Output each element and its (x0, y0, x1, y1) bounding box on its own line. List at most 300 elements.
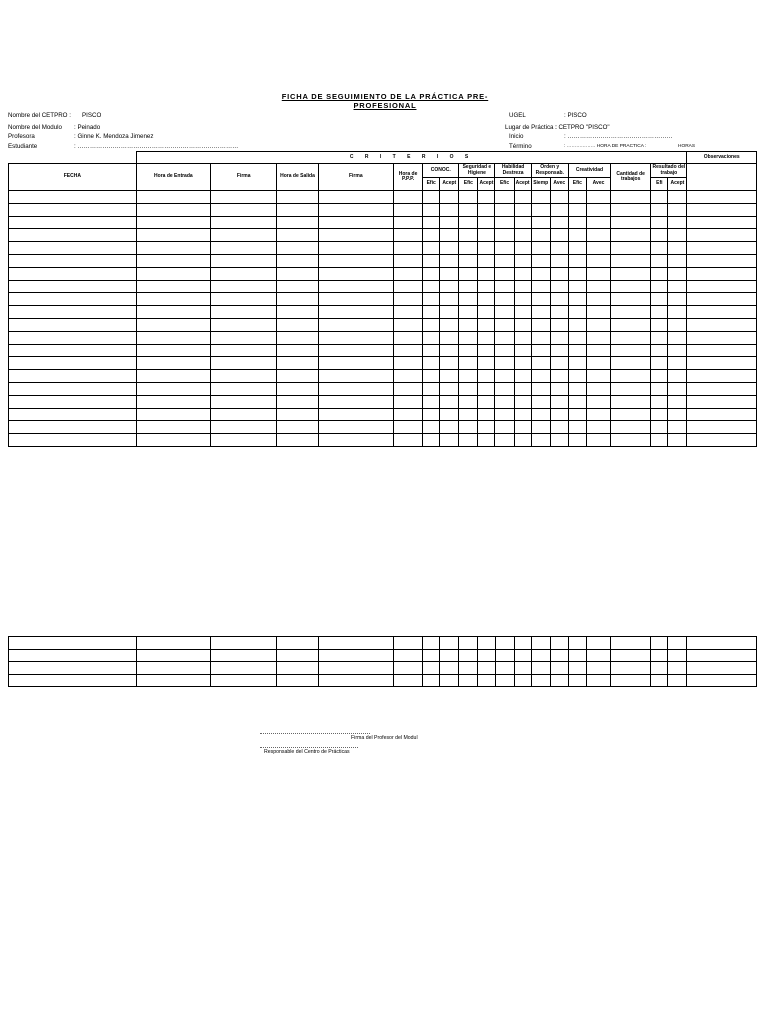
table-cell[interactable] (440, 229, 459, 242)
table-cell[interactable] (459, 229, 478, 242)
table-cell[interactable] (495, 395, 514, 408)
table-cell[interactable] (550, 229, 568, 242)
table-cell[interactable] (423, 395, 440, 408)
table-cell[interactable] (9, 318, 137, 331)
table-cell[interactable] (611, 382, 651, 395)
table-cell[interactable] (9, 242, 137, 255)
table-cell[interactable] (651, 280, 668, 293)
table-cell[interactable] (651, 242, 668, 255)
table-cell[interactable] (568, 649, 586, 662)
table-cell[interactable] (550, 306, 568, 319)
table-cell[interactable] (495, 357, 514, 370)
table-cell[interactable] (651, 649, 668, 662)
table-cell[interactable] (531, 344, 550, 357)
table-cell[interactable] (495, 331, 514, 344)
table-cell[interactable] (459, 370, 478, 383)
table-cell[interactable] (531, 242, 550, 255)
table-cell[interactable] (459, 306, 478, 319)
table-cell[interactable] (495, 191, 514, 204)
table-cell[interactable] (423, 318, 440, 331)
table-cell[interactable] (459, 382, 478, 395)
table-cell[interactable] (9, 662, 137, 675)
table-cell[interactable] (277, 662, 318, 675)
table-cell[interactable] (211, 203, 277, 216)
table-cell[interactable] (423, 434, 440, 447)
table-cell[interactable] (459, 293, 478, 306)
table-cell[interactable] (550, 382, 568, 395)
table-cell[interactable] (136, 242, 210, 255)
table-cell[interactable] (514, 434, 531, 447)
table-cell[interactable] (394, 254, 423, 267)
table-cell[interactable] (478, 434, 495, 447)
table-cell[interactable] (277, 344, 318, 357)
table-cell[interactable] (440, 203, 459, 216)
table-cell[interactable] (478, 318, 495, 331)
table-cell[interactable] (651, 395, 668, 408)
table-cell[interactable] (211, 370, 277, 383)
table-cell[interactable] (531, 280, 550, 293)
table-cell[interactable] (495, 216, 514, 229)
table-cell[interactable] (611, 191, 651, 204)
table-cell[interactable] (586, 408, 610, 421)
table-cell[interactable] (277, 408, 318, 421)
table-cell[interactable] (423, 229, 440, 242)
table-cell[interactable] (668, 408, 687, 421)
table-cell[interactable] (9, 203, 137, 216)
table-cell[interactable] (459, 203, 478, 216)
table-cell[interactable] (611, 254, 651, 267)
table-cell[interactable] (568, 191, 586, 204)
table-cell[interactable] (459, 662, 478, 675)
table-cell[interactable] (440, 344, 459, 357)
table-cell[interactable] (478, 229, 495, 242)
table-cell[interactable] (459, 191, 478, 204)
table-cell[interactable] (318, 267, 393, 280)
table-cell[interactable] (495, 280, 514, 293)
table-cell[interactable] (651, 318, 668, 331)
table-cell[interactable] (136, 306, 210, 319)
table-cell[interactable] (478, 357, 495, 370)
table-cell[interactable] (459, 637, 478, 650)
table-cell[interactable] (531, 637, 550, 650)
table-cell[interactable] (318, 331, 393, 344)
table-cell[interactable] (440, 267, 459, 280)
table-cell[interactable] (568, 434, 586, 447)
table-cell[interactable] (440, 216, 459, 229)
table-cell[interactable] (495, 637, 514, 650)
table-cell[interactable] (668, 318, 687, 331)
table-cell[interactable] (440, 254, 459, 267)
table-cell[interactable] (611, 267, 651, 280)
table-cell[interactable] (478, 280, 495, 293)
table-cell[interactable] (9, 280, 137, 293)
table-cell[interactable] (136, 191, 210, 204)
table-cell[interactable] (586, 293, 610, 306)
table-cell[interactable] (611, 318, 651, 331)
table-cell[interactable] (611, 306, 651, 319)
table-cell[interactable] (136, 293, 210, 306)
table-cell[interactable] (568, 203, 586, 216)
table-cell[interactable] (211, 662, 277, 675)
table-cell[interactable] (478, 216, 495, 229)
table-cell[interactable] (514, 318, 531, 331)
table-cell[interactable] (277, 280, 318, 293)
table-cell[interactable] (423, 267, 440, 280)
table-cell[interactable] (423, 370, 440, 383)
table-cell[interactable] (211, 306, 277, 319)
table-cell[interactable] (277, 674, 318, 687)
table-cell[interactable] (568, 318, 586, 331)
table-cell[interactable] (136, 421, 210, 434)
table-cell[interactable] (277, 267, 318, 280)
table-cell[interactable] (423, 421, 440, 434)
table-cell[interactable] (423, 637, 440, 650)
table-cell[interactable] (668, 649, 687, 662)
table-cell[interactable] (611, 395, 651, 408)
table-cell[interactable] (568, 662, 586, 675)
table-cell[interactable] (531, 649, 550, 662)
table-cell[interactable] (459, 318, 478, 331)
table-cell[interactable] (514, 331, 531, 344)
table-cell[interactable] (611, 216, 651, 229)
table-cell[interactable] (478, 331, 495, 344)
table-cell[interactable] (394, 370, 423, 383)
table-cell[interactable] (394, 280, 423, 293)
table-cell[interactable] (440, 421, 459, 434)
table-cell[interactable] (211, 280, 277, 293)
table-cell[interactable] (687, 318, 757, 331)
table-cell[interactable] (136, 649, 210, 662)
table-cell[interactable] (687, 203, 757, 216)
table-cell[interactable] (277, 191, 318, 204)
table-cell[interactable] (211, 637, 277, 650)
table-cell[interactable] (277, 421, 318, 434)
table-cell[interactable] (440, 662, 459, 675)
table-cell[interactable] (514, 649, 531, 662)
table-cell[interactable] (611, 229, 651, 242)
table-cell[interactable] (478, 408, 495, 421)
table-cell[interactable] (495, 254, 514, 267)
table-cell[interactable] (668, 306, 687, 319)
table-cell[interactable] (394, 434, 423, 447)
table-cell[interactable] (514, 216, 531, 229)
table-cell[interactable] (136, 280, 210, 293)
table-cell[interactable] (478, 293, 495, 306)
table-cell[interactable] (514, 382, 531, 395)
table-cell[interactable] (514, 306, 531, 319)
table-cell[interactable] (550, 395, 568, 408)
table-cell[interactable] (687, 637, 757, 650)
table-cell[interactable] (568, 395, 586, 408)
table-cell[interactable] (318, 649, 393, 662)
table-cell[interactable] (611, 344, 651, 357)
table-cell[interactable] (550, 331, 568, 344)
table-cell[interactable] (611, 370, 651, 383)
table-cell[interactable] (318, 637, 393, 650)
table-cell[interactable] (9, 408, 137, 421)
table-cell[interactable] (423, 203, 440, 216)
table-cell[interactable] (211, 293, 277, 306)
table-cell[interactable] (568, 421, 586, 434)
table-cell[interactable] (136, 216, 210, 229)
table-cell[interactable] (687, 293, 757, 306)
table-cell[interactable] (423, 191, 440, 204)
table-cell[interactable] (668, 382, 687, 395)
table-cell[interactable] (211, 331, 277, 344)
table-cell[interactable] (568, 674, 586, 687)
table-cell[interactable] (9, 434, 137, 447)
table-cell[interactable] (531, 434, 550, 447)
table-cell[interactable] (277, 331, 318, 344)
table-cell[interactable] (668, 254, 687, 267)
table-cell[interactable] (495, 229, 514, 242)
table-cell[interactable] (277, 254, 318, 267)
table-cell[interactable] (478, 370, 495, 383)
table-cell[interactable] (440, 191, 459, 204)
table-cell[interactable] (651, 637, 668, 650)
table-cell[interactable] (394, 408, 423, 421)
table-cell[interactable] (687, 229, 757, 242)
table-cell[interactable] (687, 331, 757, 344)
table-cell[interactable] (211, 357, 277, 370)
table-cell[interactable] (318, 382, 393, 395)
table-cell[interactable] (9, 254, 137, 267)
table-cell[interactable] (394, 318, 423, 331)
table-cell[interactable] (568, 306, 586, 319)
table-cell[interactable] (459, 421, 478, 434)
table-cell[interactable] (459, 216, 478, 229)
table-cell[interactable] (568, 293, 586, 306)
table-cell[interactable] (478, 649, 495, 662)
table-cell[interactable] (687, 357, 757, 370)
table-cell[interactable] (318, 254, 393, 267)
table-cell[interactable] (423, 649, 440, 662)
table-cell[interactable] (136, 229, 210, 242)
table-cell[interactable] (611, 293, 651, 306)
table-cell[interactable] (136, 662, 210, 675)
table-cell[interactable] (495, 382, 514, 395)
table-cell[interactable] (277, 306, 318, 319)
table-cell[interactable] (277, 229, 318, 242)
table-cell[interactable] (550, 242, 568, 255)
table-cell[interactable] (550, 280, 568, 293)
table-cell[interactable] (394, 203, 423, 216)
table-cell[interactable] (478, 344, 495, 357)
table-cell[interactable] (211, 318, 277, 331)
table-cell[interactable] (611, 674, 651, 687)
table-cell[interactable] (550, 434, 568, 447)
table-cell[interactable] (514, 229, 531, 242)
table-cell[interactable] (586, 306, 610, 319)
table-cell[interactable] (651, 408, 668, 421)
table-cell[interactable] (687, 370, 757, 383)
table-cell[interactable] (277, 318, 318, 331)
table-cell[interactable] (531, 293, 550, 306)
table-cell[interactable] (211, 267, 277, 280)
table-cell[interactable] (514, 191, 531, 204)
table-cell[interactable] (550, 357, 568, 370)
table-cell[interactable] (277, 293, 318, 306)
table-cell[interactable] (394, 191, 423, 204)
table-cell[interactable] (459, 674, 478, 687)
table-cell[interactable] (611, 421, 651, 434)
table-cell[interactable] (211, 674, 277, 687)
table-cell[interactable] (651, 434, 668, 447)
table-cell[interactable] (586, 382, 610, 395)
table-cell[interactable] (586, 191, 610, 204)
table-cell[interactable] (531, 370, 550, 383)
table-cell[interactable] (440, 306, 459, 319)
table-cell[interactable] (440, 357, 459, 370)
table-cell[interactable] (586, 637, 610, 650)
table-cell[interactable] (423, 280, 440, 293)
table-cell[interactable] (394, 306, 423, 319)
table-cell[interactable] (478, 267, 495, 280)
table-cell[interactable] (423, 254, 440, 267)
table-cell[interactable] (440, 637, 459, 650)
table-cell[interactable] (440, 318, 459, 331)
table-cell[interactable] (9, 674, 137, 687)
table-cell[interactable] (550, 318, 568, 331)
table-cell[interactable] (687, 382, 757, 395)
table-cell[interactable] (651, 331, 668, 344)
table-cell[interactable] (423, 408, 440, 421)
table-cell[interactable] (611, 649, 651, 662)
table-cell[interactable] (651, 267, 668, 280)
table-cell[interactable] (136, 382, 210, 395)
table-cell[interactable] (9, 267, 137, 280)
table-cell[interactable] (531, 395, 550, 408)
table-cell[interactable] (531, 267, 550, 280)
table-cell[interactable] (687, 344, 757, 357)
table-cell[interactable] (568, 267, 586, 280)
table-cell[interactable] (668, 370, 687, 383)
table-cell[interactable] (495, 421, 514, 434)
table-cell[interactable] (668, 395, 687, 408)
table-cell[interactable] (394, 293, 423, 306)
table-cell[interactable] (440, 649, 459, 662)
table-cell[interactable] (318, 242, 393, 255)
table-cell[interactable] (211, 191, 277, 204)
table-cell[interactable] (568, 331, 586, 344)
table-cell[interactable] (514, 421, 531, 434)
table-cell[interactable] (550, 344, 568, 357)
table-cell[interactable] (611, 242, 651, 255)
table-cell[interactable] (478, 191, 495, 204)
table-cell[interactable] (531, 254, 550, 267)
table-cell[interactable] (586, 344, 610, 357)
table-cell[interactable] (668, 191, 687, 204)
table-cell[interactable] (318, 408, 393, 421)
table-cell[interactable] (440, 434, 459, 447)
table-cell[interactable] (687, 662, 757, 675)
table-cell[interactable] (440, 280, 459, 293)
table-cell[interactable] (568, 216, 586, 229)
table-cell[interactable] (514, 242, 531, 255)
table-cell[interactable] (9, 395, 137, 408)
table-cell[interactable] (687, 267, 757, 280)
table-cell[interactable] (136, 318, 210, 331)
table-cell[interactable] (136, 357, 210, 370)
table-cell[interactable] (651, 382, 668, 395)
table-cell[interactable] (423, 382, 440, 395)
table-cell[interactable] (394, 637, 423, 650)
table-cell[interactable] (668, 331, 687, 344)
table-cell[interactable] (495, 434, 514, 447)
table-cell[interactable] (531, 331, 550, 344)
table-cell[interactable] (423, 674, 440, 687)
table-cell[interactable] (651, 370, 668, 383)
table-cell[interactable] (9, 191, 137, 204)
table-cell[interactable] (611, 637, 651, 650)
table-cell[interactable] (531, 357, 550, 370)
table-cell[interactable] (478, 662, 495, 675)
table-cell[interactable] (478, 382, 495, 395)
table-cell[interactable] (668, 421, 687, 434)
table-cell[interactable] (687, 306, 757, 319)
table-cell[interactable] (668, 434, 687, 447)
table-cell[interactable] (514, 280, 531, 293)
table-cell[interactable] (550, 254, 568, 267)
table-cell[interactable] (550, 293, 568, 306)
table-cell[interactable] (550, 370, 568, 383)
table-cell[interactable] (495, 318, 514, 331)
table-cell[interactable] (277, 649, 318, 662)
table-cell[interactable] (318, 370, 393, 383)
table-cell[interactable] (9, 649, 137, 662)
table-cell[interactable] (651, 293, 668, 306)
table-cell[interactable] (514, 203, 531, 216)
table-cell[interactable] (531, 229, 550, 242)
table-cell[interactable] (394, 357, 423, 370)
table-cell[interactable] (136, 344, 210, 357)
table-cell[interactable] (514, 254, 531, 267)
table-cell[interactable] (586, 318, 610, 331)
table-cell[interactable] (668, 267, 687, 280)
table-cell[interactable] (651, 662, 668, 675)
table-cell[interactable] (423, 306, 440, 319)
table-cell[interactable] (568, 280, 586, 293)
table-cell[interactable] (586, 229, 610, 242)
table-cell[interactable] (586, 254, 610, 267)
table-cell[interactable] (568, 357, 586, 370)
table-cell[interactable] (668, 216, 687, 229)
table-cell[interactable] (459, 242, 478, 255)
table-cell[interactable] (514, 674, 531, 687)
table-cell[interactable] (440, 331, 459, 344)
table-cell[interactable] (459, 408, 478, 421)
table-cell[interactable] (9, 344, 137, 357)
table-cell[interactable] (550, 674, 568, 687)
table-cell[interactable] (423, 242, 440, 255)
table-cell[interactable] (459, 280, 478, 293)
table-cell[interactable] (550, 191, 568, 204)
table-cell[interactable] (277, 203, 318, 216)
table-cell[interactable] (136, 434, 210, 447)
table-cell[interactable] (514, 637, 531, 650)
table-cell[interactable] (394, 662, 423, 675)
table-cell[interactable] (318, 357, 393, 370)
table-cell[interactable] (459, 395, 478, 408)
table-cell[interactable] (440, 382, 459, 395)
table-cell[interactable] (495, 203, 514, 216)
table-cell[interactable] (568, 382, 586, 395)
table-cell[interactable] (687, 421, 757, 434)
table-cell[interactable] (668, 344, 687, 357)
table-cell[interactable] (136, 637, 210, 650)
table-cell[interactable] (136, 395, 210, 408)
table-cell[interactable] (687, 408, 757, 421)
